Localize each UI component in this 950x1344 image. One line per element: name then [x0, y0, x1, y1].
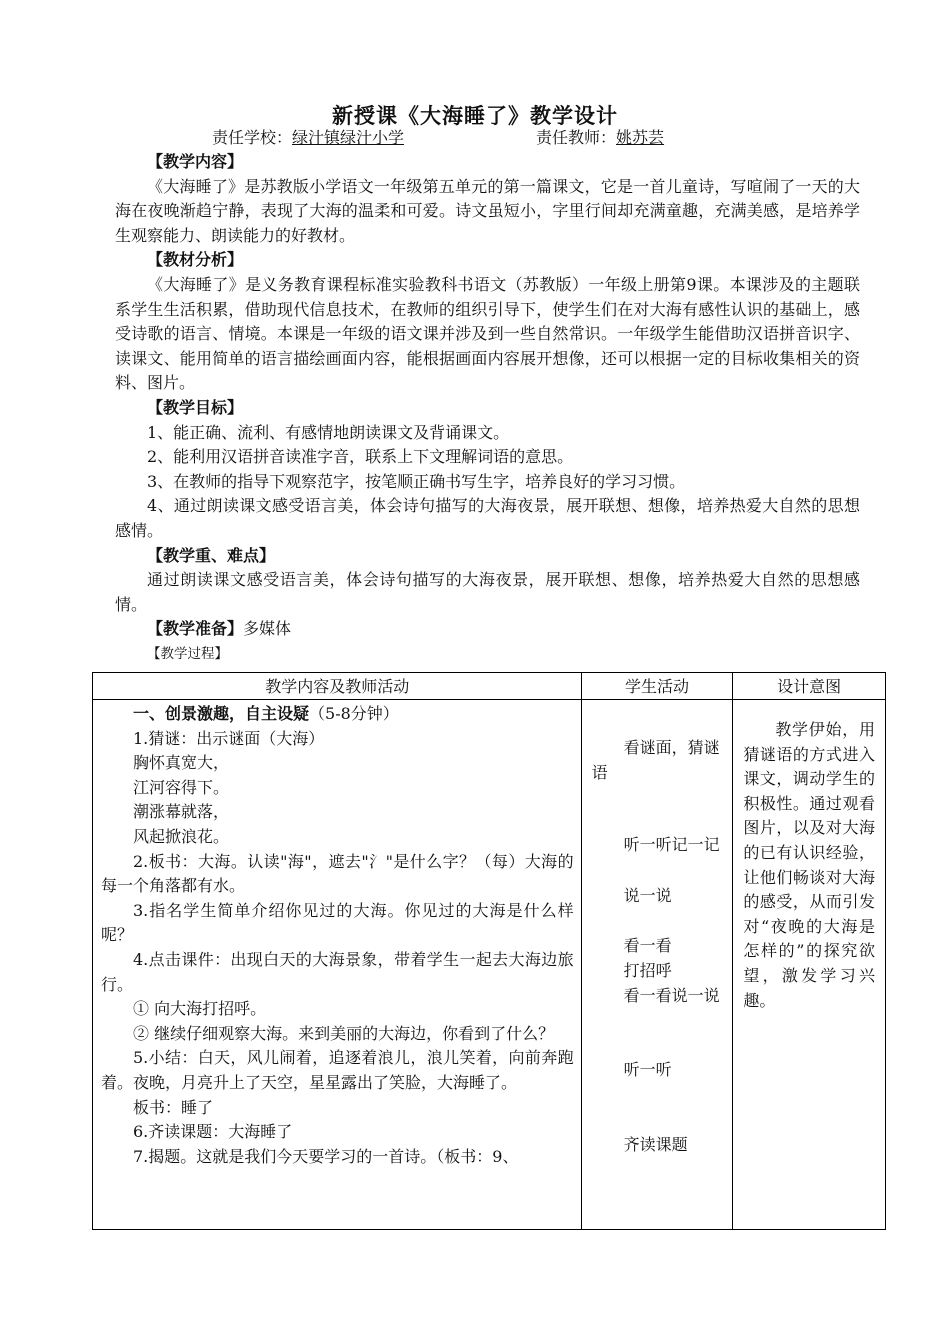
student-line: 说一说: [623, 885, 672, 905]
lesson-body: [115, 150, 860, 666]
process-table: [92, 672, 886, 1230]
teacher-line: ① 向大海打招呼。: [133, 999, 267, 1019]
table-header-row: [93, 673, 886, 700]
design-intent-text: 教学伊始，用猜谜语的方式进入课文，调动学生的积极性。通过观看图片，以及对大海的已有认识经验，让他们畅谈对大海的感受，从而引发对“夜晚的大海是怎样的”的探究欲望，激发学习兴趣。: [743, 720, 875, 1010]
student-line: 看一看说一说: [623, 985, 720, 1005]
student-line: 齐读课题: [623, 1134, 688, 1154]
preparation-heading: 【教学准备】: [147, 619, 244, 639]
teacher-line: 江河容得下。: [133, 777, 230, 797]
teacher-label: 责任教师：: [536, 128, 617, 147]
teacher-line: 胸怀真宽大，: [133, 753, 230, 773]
analysis-heading: 【教材分析】: [147, 250, 244, 270]
student-line: 听一听记一记: [623, 835, 720, 855]
key-points-paragraph: 通过朗读课文感受语言美，体会诗句描写的大海夜景，展开联想、想像，培养热爱大自然的思想感情。: [115, 570, 860, 614]
table-row: [93, 700, 886, 1230]
teacher-line: 6.齐读课题：大海睡了: [133, 1122, 293, 1142]
student-activity-cell: [581, 700, 733, 1230]
analysis-paragraph: 《大海睡了》是义务教育课程标准实验教科书语文（苏教版）一年级上册第9课。本课涉及的主题联系学生生活积累，借助现代信息技术，在教师的组织引导下，使学生们在对大海有感性认识的基础上，感受诗歌的语言、情境。本课是一年级的语文课并涉及到一些自然常识。一年级学生能借助汉语拼音识字、读课文、能用简单的语言描绘画面内容，能根据画面内容展开想像，还可以根据一定的目标收集相关的资料、图片。: [115, 274, 860, 393]
teacher-line: 3.指名学生简单介绍你见过的大海。你见过的大海是什么样呢？: [101, 900, 574, 945]
teacher-activity-cell: [93, 700, 582, 1230]
preparation-text: 多媒体: [243, 619, 292, 639]
teacher-line: 风起掀浪花。: [133, 826, 230, 846]
content-paragraph: 《大海睡了》是苏教版小学语文一年级第五单元的第一篇课文，它是一首儿童诗，写喧闹了一天的大海在夜晚渐趋宁静，表现了大海的温柔和可爱。诗文虽短小，字里行间却充满童趣，充满美感，是培养学生观察能力、朗读能力的好教材。: [115, 176, 860, 245]
author-info: [212, 128, 912, 148]
col-header-teacher: 教学内容及教师活动: [93, 673, 582, 700]
teacher-line: 1.猜谜：出示谜面（大海）: [133, 728, 325, 748]
teacher-line: 潮涨幕就落，: [133, 802, 230, 822]
student-line: 看一看: [623, 936, 672, 956]
student-line: 听一听: [623, 1060, 672, 1080]
preparation-line: [115, 617, 860, 642]
teacher-line: 4.点击课件：出现白天的大海景象，带着学生一起去大海边旅行。: [101, 949, 574, 994]
process-heading: 【教学过程】: [147, 645, 228, 662]
step-time: （5-8分钟）: [309, 704, 399, 723]
teacher-line: 板书：睡了: [133, 1097, 214, 1117]
teacher-line: ② 继续仔细观察大海。来到美丽的大海边，你看到了什么？: [133, 1023, 555, 1043]
school-label: 责任学校：: [212, 128, 293, 147]
step-title: 一、创景激趣，自主设疑: [133, 704, 310, 723]
goals-heading: 【教学目标】: [147, 397, 244, 417]
key-points-heading: 【教学重、难点】: [147, 545, 276, 565]
school-name: 绿汁镇绿汁小学: [292, 128, 405, 147]
design-intent-cell: [733, 700, 886, 1230]
col-header-student: 学生活动: [581, 673, 733, 700]
teacher-line: 5.小结：白天，风儿闹着，追逐着浪儿，浪儿笑着，向前奔跑着。夜晚，月亮升上了天空，星星露出了笑脸，大海睡了。: [101, 1048, 574, 1092]
student-line: 打招呼: [623, 960, 672, 980]
goal-item: 1、能正确、流利、有感情地朗读课文及背诵课文。: [147, 422, 510, 442]
teacher-name: 姚苏芸: [616, 128, 665, 147]
student-line: 看谜面，猜谜语: [591, 738, 720, 782]
step-heading: [101, 702, 574, 727]
goal-item: 3、在教师的指导下观察范字，按笔顺正确书写生字，培养良好的学习习惯。: [147, 471, 686, 491]
goal-item: 2、能利用汉语拼音读准字音，联系上下文理解词语的意思。: [147, 447, 574, 467]
teacher-line: 7.揭题。这就是我们今天要学习的一首诗。（板书：9、: [133, 1146, 519, 1166]
teacher-line: 2.板书：大海。认读"海"，遮去"氵"是什么字？（每）大海的每一个角落都有水。: [101, 851, 574, 896]
col-header-design: 设计意图: [733, 673, 886, 700]
goal-item: 4、通过朗读课文感受语言美，体会诗句描写的大海夜景，展开联想、想像，培养热爱大自然的思想感情。: [115, 496, 860, 540]
page-title: 新授课《大海睡了》教学设计: [332, 104, 618, 128]
content-heading: 【教学内容】: [147, 152, 244, 171]
